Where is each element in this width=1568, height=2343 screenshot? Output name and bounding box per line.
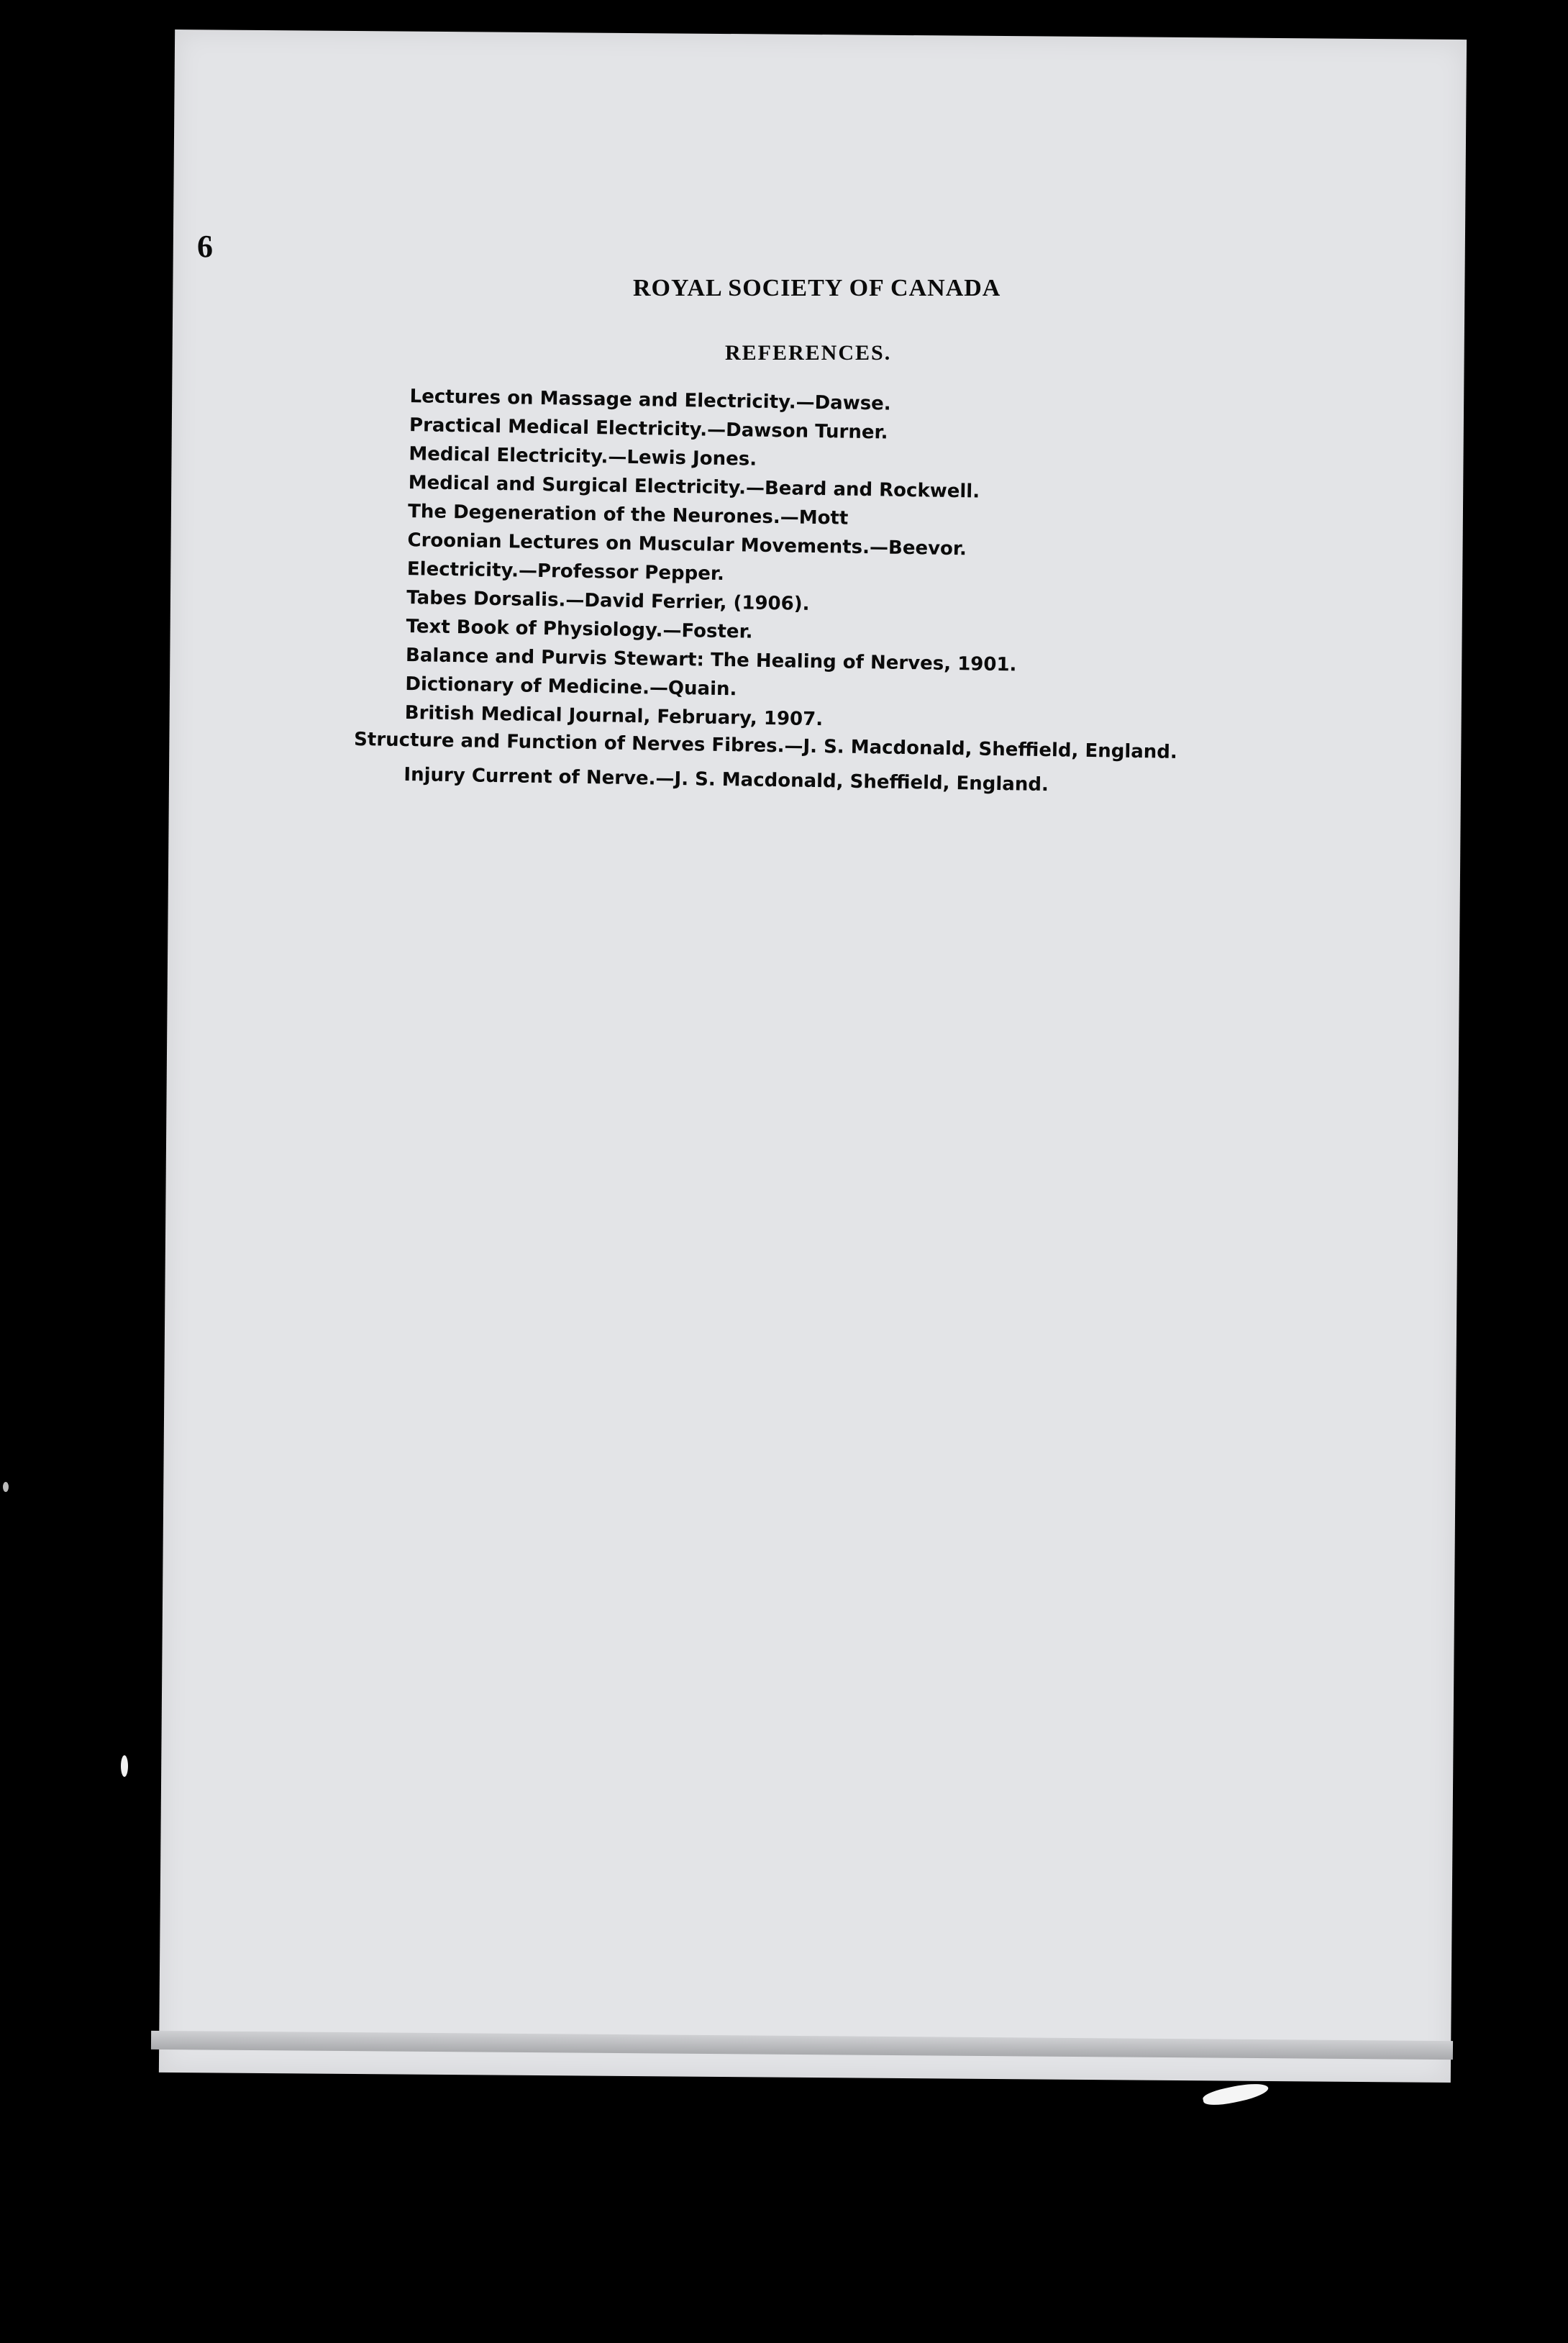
scan-blemish (1202, 2080, 1270, 2109)
reference-list (353, 381, 1266, 803)
running-head: ROYAL SOCIETY OF CANADA (633, 275, 1001, 301)
reference-item: Medical and Surgical Electricity.—Beard and Rockwell. (408, 472, 980, 503)
reference-item: Croonian Lectures on Muscular Movements.—Beevor. (407, 529, 967, 560)
scan-speck (121, 1755, 128, 1777)
reference-item: Text Book of Physiology.—Foster. (406, 616, 753, 643)
reference-item: Balance and Purvis Stewart: The Healing of Nerves, 1901. (405, 645, 1017, 676)
reference-item: Tabes Dorsalis.—David Ferrier, (1906). (406, 587, 810, 615)
reference-item: Medical Electricity.—Lewis Jones. (409, 443, 757, 470)
reference-item: Dictionary of Medicine.—Quain. (405, 673, 737, 701)
reference-item: British Medical Journal, February, 1907. (404, 702, 824, 731)
section-title: REFERENCES. (725, 341, 892, 365)
reference-item: Practical Medical Electricity.—Dawson Turner. (409, 414, 888, 444)
page-number: 6 (197, 229, 213, 264)
scan-speck (3, 1482, 9, 1492)
reference-item: Injury Current of Nerve.—J. S. Macdonald, Sheffield, England. (404, 764, 1049, 796)
document-page (159, 29, 1467, 2083)
reference-item: Electricity.—Professor Pepper. (406, 558, 725, 585)
reference-item: The Degeneration of the Neurones.—Mott (407, 501, 849, 529)
reference-item: Structure and Function of Nerves Fibres.—J. S. Macdonald, Sheffield, England. (353, 728, 1178, 763)
reference-item: Lectures on Massage and Electricity.—Dawse. (409, 386, 891, 415)
